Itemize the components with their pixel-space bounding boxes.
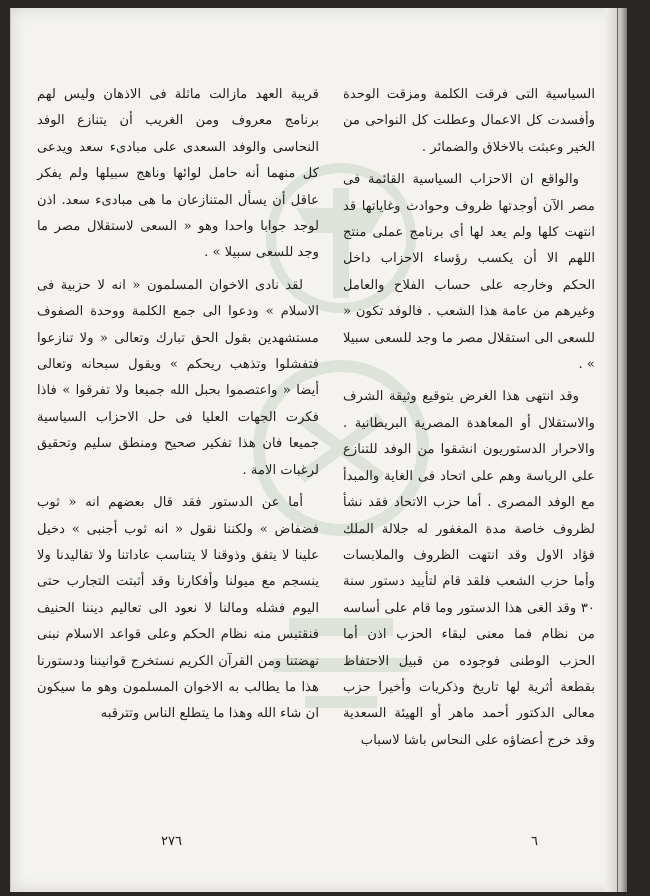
book-spine-line [617,8,618,892]
left-text-column [37,82,319,842]
right-paragraph-1: السياسية التى فرقت الكلمة ومزقت الوحدة وأفسدت كل الاعمال وعطلت كل النواحى من الخير وعبثت بالاخلاق والضمائر . [343,87,595,155]
left-page-number: ٢٧٦ [161,834,182,849]
right-text-column [343,82,595,842]
right-paragraph-2: والواقع ان الاحزاب السياسية القائمة فى مصر الآن أوجدتها ظروف وحوادث وغاياتها قد انتهت كلها ولم يعد لها أى برنامج عملى منتج اللهم الا أن يكسب رؤساء الاحزاب داخل الحكم وخارجه على حساب الفلاح والعامل وغيرهم من عامة هذا الشعب . فالوفد تكون « للسعى الى استقلال مصر ما وجد للسعى سبيلا » . [343,172,595,373]
right-page-number: ٦ [531,834,538,849]
right-paragraph-3: وقد انتهى هذا الغرض بتوقيع وثيقة الشرف والاستقلال أو المعاهدة المصرية البريطانية . والاحرار الدستوريون انشقوا من الوفد للتنازع على الرياسة وهم على اتحاد فى الغاية والمبدأ مع الوفد المصرى . أما حزب الاتحاد فقد نشأ لظروف خاصة مدة المغفور له جلالة الملك فؤاد الاول وقد انتهت الظروف والملابسات وأما حزب الشعب فلقد قام لتأييد دستور سنة ٣٠ وقد الغى هذا الدستور وما قام على أساسه من نظام فما معنى لبقاء الحزب اذن أما الحزب الوطنى فوجوده من قبيل الاحتفاظ بقطعة أثرية لها تاريخ وذكريات وأخيرا حزب معالى الدكتور أحمد ماهر أو الهيئة السعدية وقد خرج أعضاؤه على النحاس باشا لاسباب [343,389,595,748]
page-edge-shadow [605,8,627,892]
book-page-spread [10,8,627,892]
left-paragraph-1: قريبة العهد مازالت ماثلة فى الاذهان وليس لهم برنامج معروف ومن الغريب أن يتنازع الوفد النحاسى والوفد السعدى على مبادىء سعد ويدعى كل منهما أنه حامل لوائها وناهج سبيلها ولم يفكر عاقل أن يسأل المتنازعان ما هى مبادىء سعد. اذن لوجد جوابا واحدا وهو « السعى لاستقلال مصر ما وجد للسعى سبيلا » . [37,87,319,261]
left-paragraph-2: لقد نادى الاخوان المسلمون « انه لا حزبية فى الاسلام » ودعوا الى جمع الكلمة ووحدة الصفوف مستشهدين بقول الحق تبارك وتعالى « ولا تنازعوا فتفشلوا وتذهب ريحكم » ويقول سبحانه وتعالى أيضا « واعتصموا بحبل الله جميعا ولا تفرقوا » فاذا فكرت الجهات العليا فى حل الاحزاب السياسية جميعا فان هذا تفكير صحيح ومنطق سليم وتحقيق لرغبات الامة . [37,277,319,478]
left-paragraph-3: أما عن الدستور فقد قال بعضهم انه « ثوب فضفاض » ولكننا نقول « انه ثوب أجنبى » دخيل علينا لا يتفق وذوقنا لا يتناسب عاداتنا ولا تقاليدنا ولا ينسجم مع ميولنا وأفكارنا وقد أثبتت التجارب حتى اليوم فشله ومالنا لا نعود الى تعاليم ديننا الحنيف فنقتبس منه نظام الحكم وعلى قواعد الاسلام نبنى نهضتنا ومن القرآن الكريم نستخرج قوانيننا ودستورنا هذا ما يطالب به الاخوان المسلمون وهو ما سيكون ان شاء الله وهذا ما يتطلع الناس وتترقبه [37,495,319,722]
